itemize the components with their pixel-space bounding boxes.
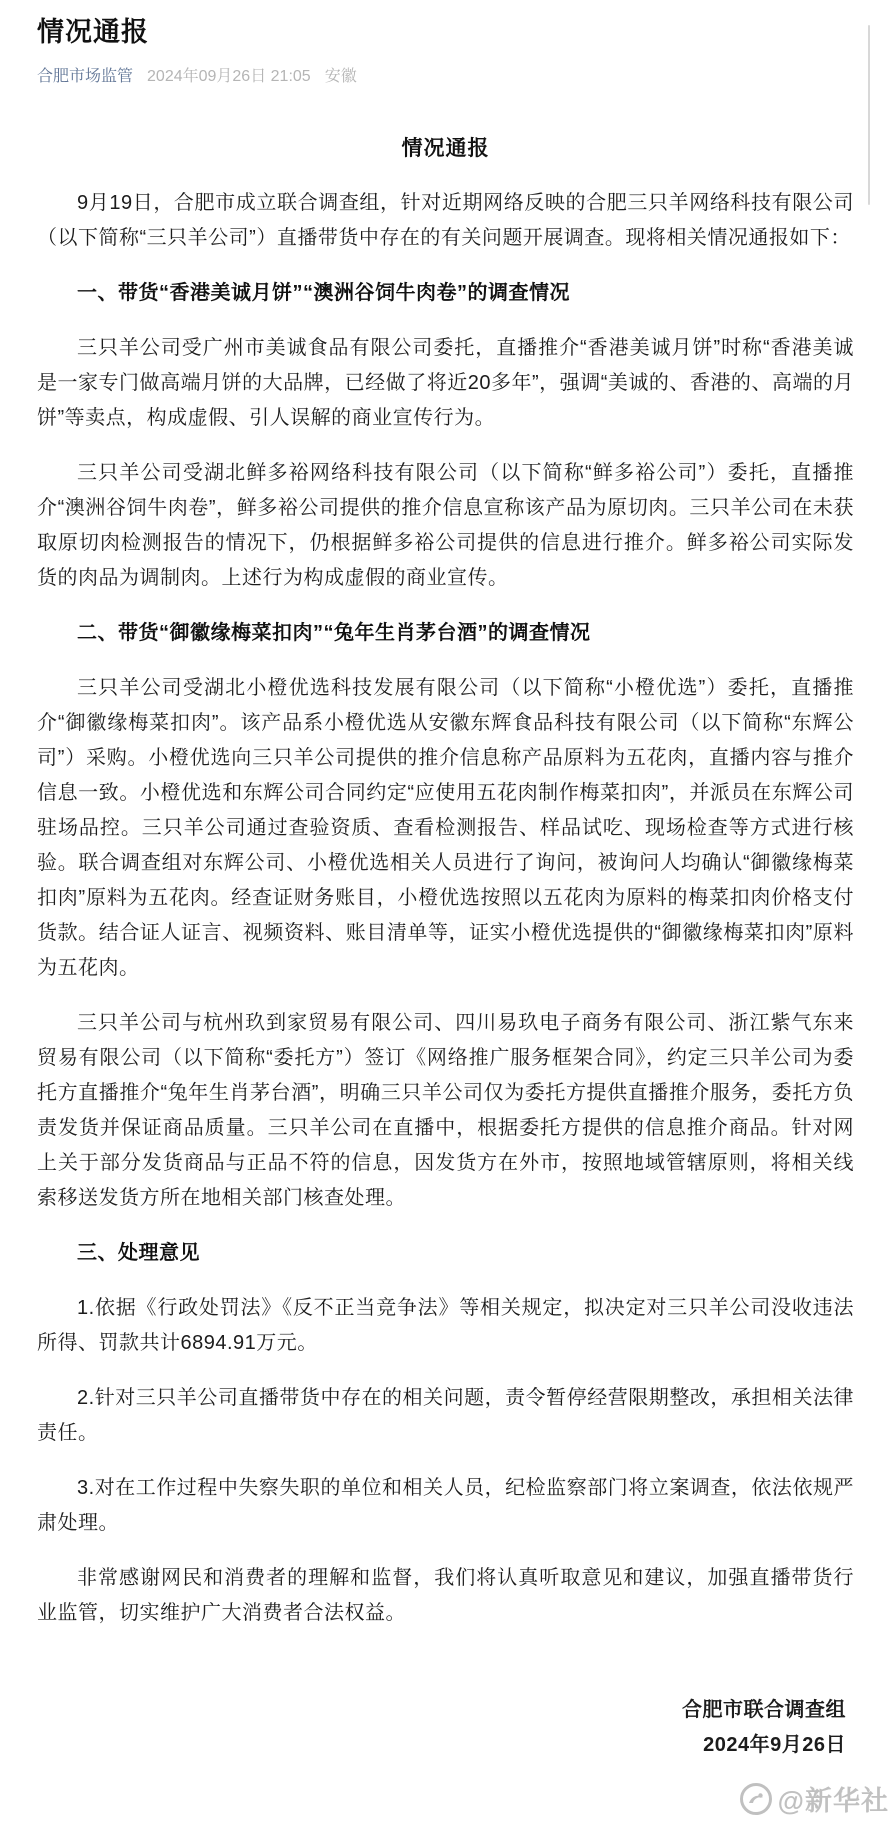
section-heading: 二、带货“御徽缘梅菜扣肉”“兔年生肖茅台酒”的调查情况: [77, 622, 591, 644]
page-title: 情况通报: [37, 17, 149, 47]
document-title: 情况通报: [401, 137, 490, 160]
body-paragraph: 非常感谢网民和消费者的理解和监督，我们将认真听取意见和建议，加强直播带货行业监管，切实维护广大消费者合法权益。: [37, 1567, 854, 1624]
section-heading: 三、处理意见: [77, 1242, 200, 1264]
body-paragraph: 三只羊公司受湖北鲜多裕网络科技有限公司（以下简称“鲜多裕公司”）委托，直播推介“澳洲谷饲牛肉卷”，鲜多裕公司提供的推介信息宣称该产品为原切肉。三只羊公司在未获取原切肉检测报告的情况下，仍根据鲜多裕公司提供的信息进行推介。鲜多裕公司实际发货的肉品为调制肉。上述行为构成虚假的商业宣传。: [37, 462, 854, 589]
xinhua-watermark: [739, 1779, 889, 1818]
body-paragraph: 2.针对三只羊公司直播带货中存在的相关问题，责令暂停经营限期整改，承担相关法律责任。: [37, 1387, 854, 1444]
body-paragraph: 3.对在工作过程中失察失职的单位和相关人员，纪检监察部门将立案调查，依法依规严肃处理。: [37, 1477, 854, 1534]
body-paragraph: 1.依据《行政处罚法》《反不正当竞争法》等相关规定，拟决定对三只羊公司没收违法所得、罚款共计6894.91万元。: [37, 1297, 854, 1354]
body-paragraph: 三只羊公司受广州市美诚食品有限公司委托，直播推介“香港美诚月饼”时称“香港美诚是一家专门做高端月饼的大品牌，已经做了将近20多年”，强调“美诚的、香港的、高端的月饼”等卖点，构成虚假、引人误解的商业宣传行为。: [37, 337, 854, 429]
scrollbar-thumb[interactable]: [868, 25, 870, 205]
body-paragraph: 9月19日，合肥市成立联合调查组，针对近期网络反映的合肥三只羊网络科技有限公司（以下简称“三只羊公司”）直播带货中存在的有关问题开展调查。现将相关情况通报如下：: [37, 192, 854, 249]
publish-location: 安徽: [324, 68, 357, 85]
author-link[interactable]: 合肥市场监管: [37, 68, 134, 85]
body-paragraph: 三只羊公司受湖北小橙优选科技发展有限公司（以下简称“小橙优选”）委托，直播推介“御徽缘梅菜扣肉”。该产品系小橙优选从安徽东辉食品科技有限公司（以下简称“东辉公司”）采购。小橙优选向三只羊公司提供的推介信息称产品原料为五花肉，直播内容与推介信息一致。小橙优选和东辉公司合同约定“应使用五花肉制作梅菜扣肉”，并派员在东辉公司驻场品控。三只羊公司通过查验资质、查看检测报告、样品试吃、现场检查等方式进行核验。联合调查组对东辉公司、小橙优选相关人员进行了询问，被询问人均确认“御徽缘梅菜扣肉”原料为五花肉。经查证财务账目，小橙优选按照以五花肉为原料的梅菜扣肉价格支付货款。结合证人证言、视频资料、账目清单等，证实小橙优选提供的“御徽缘梅菜扣肉”原料为五花肉。: [37, 677, 854, 979]
watermark-text: @新华社: [777, 1786, 889, 1816]
body-paragraph: 三只羊公司与杭州玖到家贸易有限公司、四川易玖电子商务有限公司、浙江紫气东来贸易有限公司（以下简称“委托方”）签订《网络推广服务框架合同》，约定三只羊公司为委托方直播推介“兔年生肖茅台酒”，明确三只羊公司仅为委托方提供直播推介服务，委托方负责发货并保证商品质量。三只羊公司在直播中，根据委托方提供的信息推介商品。针对网上关于部分发货商品与正品不符的信息，因发货方在外市，按照地域管辖原则，将相关线索移送发货方所在地相关部门核查处理。: [37, 1012, 854, 1209]
signature-block: [37, 1693, 854, 1763]
signature-org: 合肥市联合调查组: [682, 1699, 846, 1721]
article-body: [37, 186, 854, 1631]
section-heading: 一、带货“香港美诚月饼”“澳洲谷饲牛肉卷”的调查情况: [77, 282, 570, 304]
byline: [37, 65, 854, 89]
publish-datetime: 2024年09月26日 21:05: [147, 68, 311, 85]
signature-date: 2024年9月26日: [703, 1734, 846, 1756]
xinhua-logo-icon: [739, 1782, 773, 1816]
